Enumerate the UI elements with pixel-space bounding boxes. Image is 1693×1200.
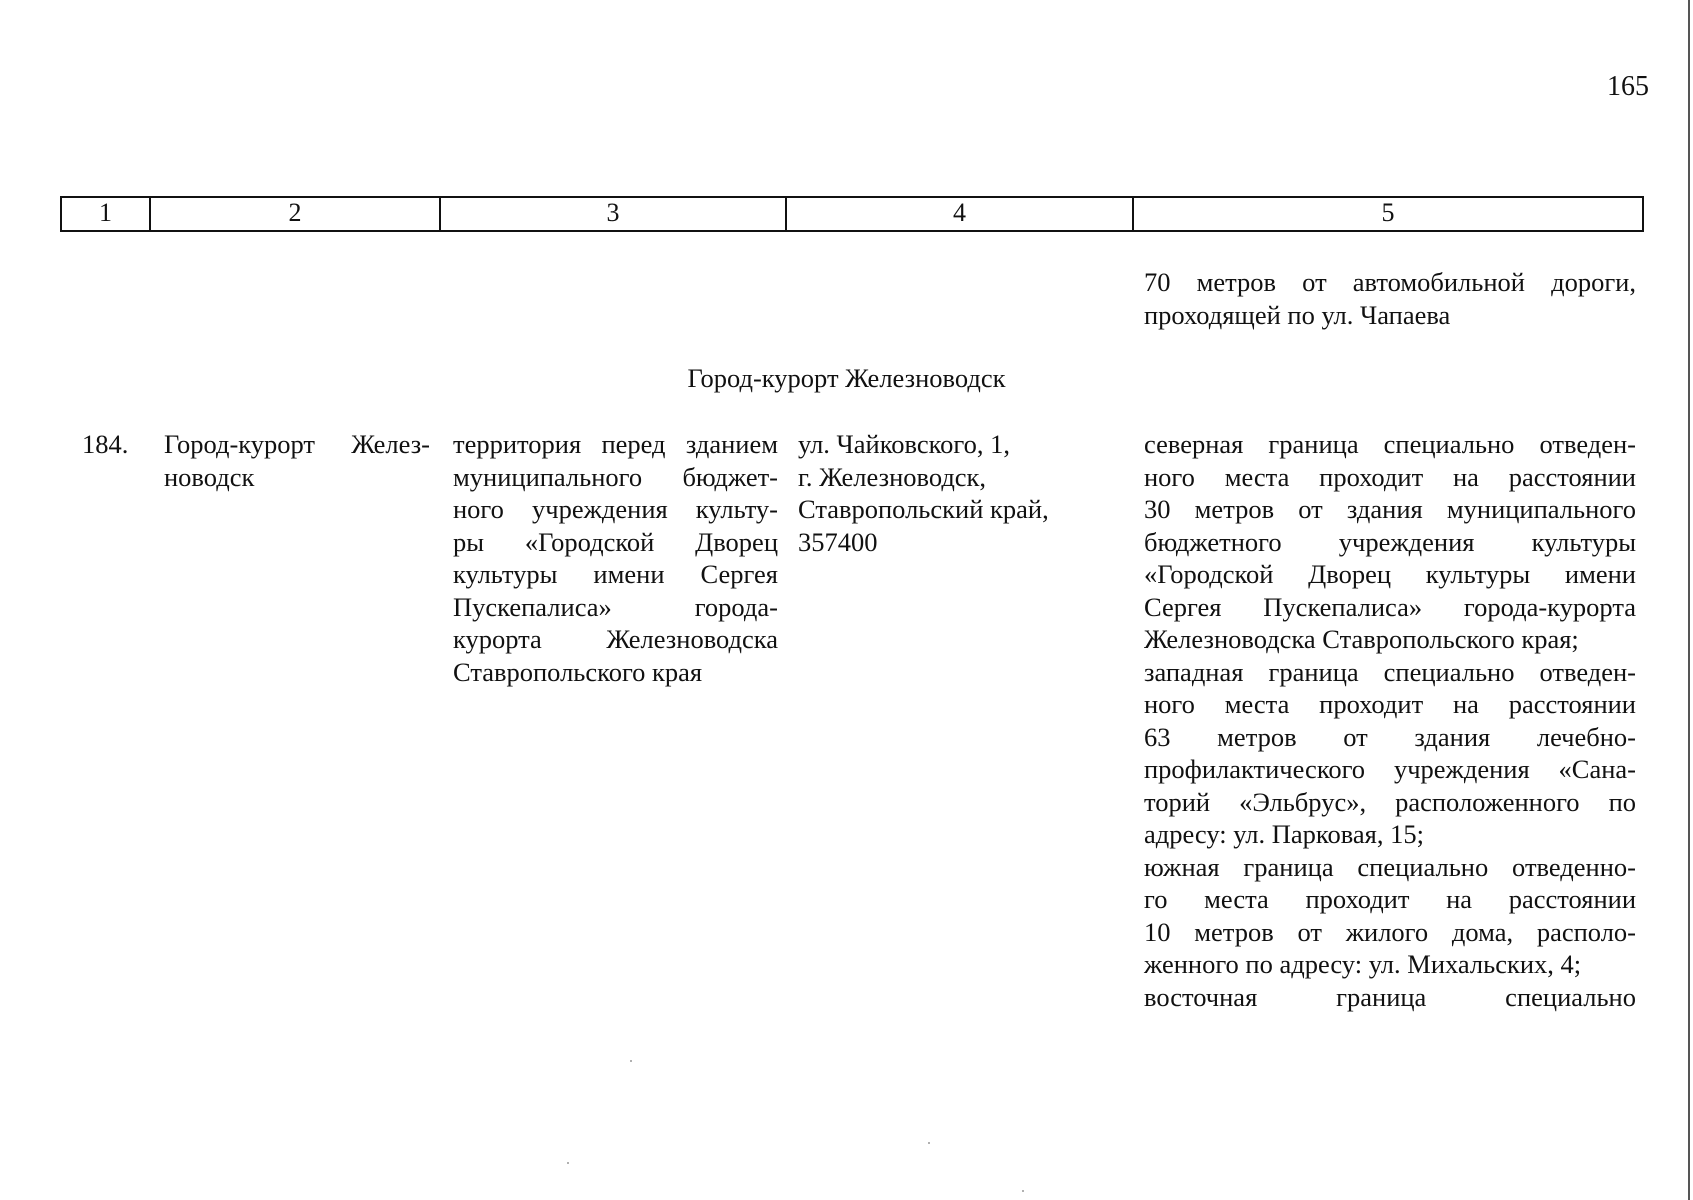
page-edge-line [1688, 0, 1690, 1200]
boundary-line: Сергея Пускепалиса» города-курорта [1144, 591, 1636, 622]
boundary-line: 10 метров от жилого дома, располо- [1144, 916, 1636, 947]
address-line: 357400 [798, 526, 878, 557]
boundary-line: северная граница специально отведен- [1144, 429, 1636, 459]
address-line: ул. Чайковского, 1, [798, 429, 1010, 459]
boundary-line: женного по адресу: ул. Михальских, 4; [1144, 949, 1582, 979]
place-line: Пускепалиса» города- [453, 591, 778, 622]
place-line: территория перед зданием [453, 429, 778, 459]
place-line: культуры имени Сергея [453, 559, 778, 589]
boundary-line: ного места проходит на расстоянии [1144, 689, 1636, 719]
boundary-line: бюджетного учреждения культуры [1144, 526, 1636, 557]
boundary-line: западная граница специально отведен- [1144, 656, 1636, 687]
boundary-line: Железноводска Ставропольского края; [1144, 624, 1579, 654]
boundary-line: ного места проходит на расстоянии [1144, 461, 1636, 492]
boundary-line: адресу: ул. Парковая, 15; [1144, 819, 1424, 849]
column-header-3: 3 [441, 198, 787, 230]
boundary-line: торий «Эльбрус», расположенного по [1144, 786, 1636, 817]
address-line: г. Железноводск, [798, 461, 987, 492]
entry-boundaries [1144, 428, 1636, 1013]
scan-speck [1022, 1190, 1024, 1192]
boundary-line: южная граница специально отведенно- [1144, 851, 1636, 882]
continuation-line: 70 метров от автомобильной дороги, [1144, 267, 1636, 297]
boundary-line: профилактического учреждения «Сана- [1144, 754, 1636, 784]
continuation-line: проходящей по ул. Чапаева [1144, 299, 1451, 330]
boundary-line: го места проходит на расстоянии [1144, 884, 1636, 914]
scan-speck [630, 1060, 632, 1062]
place-line: Ставропольского края [453, 656, 703, 687]
boundary-line: восточная граница специально [1144, 981, 1636, 1012]
entry-number: 184. [82, 429, 129, 459]
place-line: ры «Городской Дворец [453, 526, 778, 557]
boundary-line: 30 метров от здания муниципального [1144, 494, 1636, 524]
entry-address [798, 428, 1098, 558]
scan-speck [567, 1162, 569, 1164]
place-line: муниципального бюджет- [453, 461, 778, 492]
scan-speck [928, 1142, 930, 1144]
address-line: Ставропольский край, [798, 494, 1049, 524]
column-header-4: 4 [787, 198, 1134, 230]
place-line: курорта Железноводска [453, 624, 778, 654]
entry-municipality [164, 428, 430, 493]
place-line: ного учреждения культу- [453, 494, 778, 524]
column-number-header [60, 196, 1644, 232]
continuation-text [1144, 266, 1636, 331]
boundary-line: 63 метров от здания лечебно- [1144, 721, 1636, 752]
municipality-line: Город-курорт Желез- [164, 429, 430, 459]
municipality-line: новодск [164, 461, 255, 492]
entry-place [453, 428, 778, 688]
boundary-line: «Городской Дворец культуры имени [1144, 559, 1636, 589]
column-header-5: 5 [1381, 198, 1395, 227]
page-number: 165 [1607, 71, 1649, 102]
column-header-1: 1 [62, 198, 151, 230]
section-title: Город-курорт Железноводск [687, 363, 1006, 393]
column-header-2: 2 [151, 198, 441, 230]
